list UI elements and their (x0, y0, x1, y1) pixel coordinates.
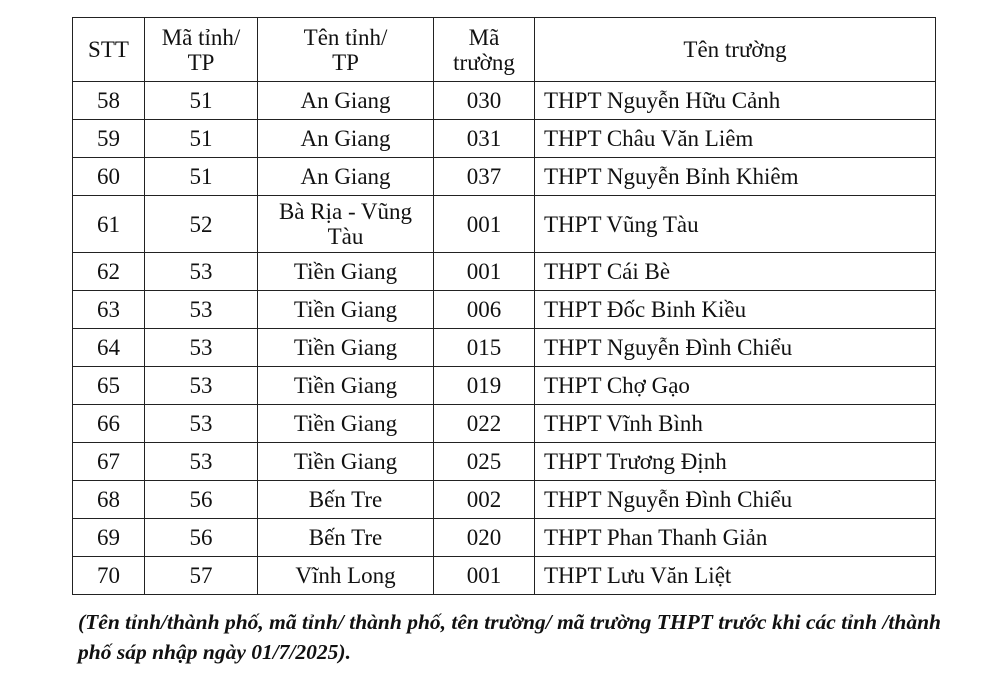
cell-ten-truong: THPT Đốc Binh Kiều (535, 291, 936, 329)
cell-ten-tinh: An Giang (258, 82, 434, 120)
cell-ten-truong: THPT Chợ Gạo (535, 367, 936, 405)
cell-ma-truong: 031 (434, 120, 535, 158)
cell-ten-tinh: Tiền Giang (258, 329, 434, 367)
cell-stt: 68 (73, 481, 145, 519)
schools-table (72, 17, 936, 595)
cell-ma-tinh: 53 (145, 443, 258, 481)
cell-ten-truong: THPT Châu Văn Liêm (535, 120, 936, 158)
table-row (73, 82, 936, 120)
cell-ma-tinh: 51 (145, 158, 258, 196)
cell-stt: 69 (73, 519, 145, 557)
cell-ma-tinh: 56 (145, 481, 258, 519)
table-header-row (73, 18, 936, 82)
cell-ma-tinh: 53 (145, 367, 258, 405)
cell-ma-truong: 001 (434, 557, 535, 595)
cell-ten-truong: THPT Nguyễn Đình Chiểu (535, 329, 936, 367)
cell-ma-truong: 020 (434, 519, 535, 557)
cell-stt: 66 (73, 405, 145, 443)
header-ten-truong: Tên trường (535, 18, 936, 82)
cell-ten-tinh: Tiền Giang (258, 405, 434, 443)
table-row (73, 158, 936, 196)
table-row (73, 253, 936, 291)
cell-ten-truong: THPT Cái Bè (535, 253, 936, 291)
cell-stt: 64 (73, 329, 145, 367)
table-row (73, 120, 936, 158)
cell-ten-tinh: An Giang (258, 158, 434, 196)
table-row (73, 405, 936, 443)
cell-ten-tinh: Tiền Giang (258, 291, 434, 329)
cell-ma-truong: 001 (434, 253, 535, 291)
cell-stt: 70 (73, 557, 145, 595)
cell-ten-tinh: Vĩnh Long (258, 557, 434, 595)
cell-ma-truong: 019 (434, 367, 535, 405)
cell-ten-tinh: Bà Rịa - Vũng Tàu (258, 196, 434, 253)
cell-ma-tinh: 57 (145, 557, 258, 595)
cell-stt: 61 (73, 196, 145, 253)
table-row (73, 481, 936, 519)
header-line: trường (453, 49, 515, 75)
cell-stt: 60 (73, 158, 145, 196)
cell-ma-truong: 015 (434, 329, 535, 367)
cell-ten-tinh: Bến Tre (258, 481, 434, 519)
cell-ma-tinh: 53 (145, 291, 258, 329)
header-line: Tên tỉnh/ (303, 24, 388, 50)
cell-ten-tinh: Tiền Giang (258, 443, 434, 481)
cell-stt: 65 (73, 367, 145, 405)
cell-ten-tinh: Bến Tre (258, 519, 434, 557)
cell-stt: 63 (73, 291, 145, 329)
table-row (73, 557, 936, 595)
cell-ten-truong: THPT Vĩnh Bình (535, 405, 936, 443)
cell-ten-truong: THPT Lưu Văn Liệt (535, 557, 936, 595)
cell-stt: 59 (73, 120, 145, 158)
cell-ma-tinh: 53 (145, 253, 258, 291)
header-line: TP (332, 49, 359, 75)
cell-ma-tinh: 52 (145, 196, 258, 253)
cell-ten-truong: THPT Nguyễn Bỉnh Khiêm (535, 158, 936, 196)
cell-ma-truong: 025 (434, 443, 535, 481)
header-ten-tinh (258, 18, 434, 82)
cell-ten-truong: THPT Trương Định (535, 443, 936, 481)
footnote: (Tên tỉnh/thành phố, mã tỉnh/ thành phố, tên trường/ mã trường THPT trước khi các tỉnh /thành phố sáp nhập ngày 01/7/2025). (78, 610, 942, 664)
cell-ten-tinh: An Giang (258, 120, 434, 158)
header-ma-tinh (145, 18, 258, 82)
header-line: TP (187, 49, 215, 75)
header-stt: STT (73, 18, 145, 82)
cell-ma-truong: 006 (434, 291, 535, 329)
cell-ma-tinh: 56 (145, 519, 258, 557)
cell-ten-tinh: Tiền Giang (258, 367, 434, 405)
table-row (73, 291, 936, 329)
header-line: Mã tỉnh/ (161, 24, 241, 50)
cell-ten-truong: THPT Phan Thanh Giản (535, 519, 936, 557)
cell-ma-tinh: 51 (145, 82, 258, 120)
cell-ma-tinh: 51 (145, 120, 258, 158)
table-row (73, 443, 936, 481)
cell-ma-tinh: 53 (145, 405, 258, 443)
cell-ma-truong: 022 (434, 405, 535, 443)
table-row (73, 367, 936, 405)
table-row (73, 519, 936, 557)
cell-ten-truong: THPT Nguyễn Đình Chiểu (535, 481, 936, 519)
cell-ten-truong: THPT Vũng Tàu (535, 196, 936, 253)
header-line: Mã (468, 24, 500, 50)
cell-ma-truong: 001 (434, 196, 535, 253)
cell-stt: 67 (73, 443, 145, 481)
cell-stt: 62 (73, 253, 145, 291)
cell-ma-truong: 002 (434, 481, 535, 519)
cell-ten-tinh: Tiền Giang (258, 253, 434, 291)
cell-ten-truong: THPT Nguyễn Hữu Cảnh (535, 82, 936, 120)
header-ma-truong (434, 18, 535, 82)
cell-ma-truong: 037 (434, 158, 535, 196)
table-row (73, 329, 936, 367)
cell-ma-tinh: 53 (145, 329, 258, 367)
table-row (73, 196, 936, 253)
cell-ma-truong: 030 (434, 82, 535, 120)
cell-stt: 58 (73, 82, 145, 120)
